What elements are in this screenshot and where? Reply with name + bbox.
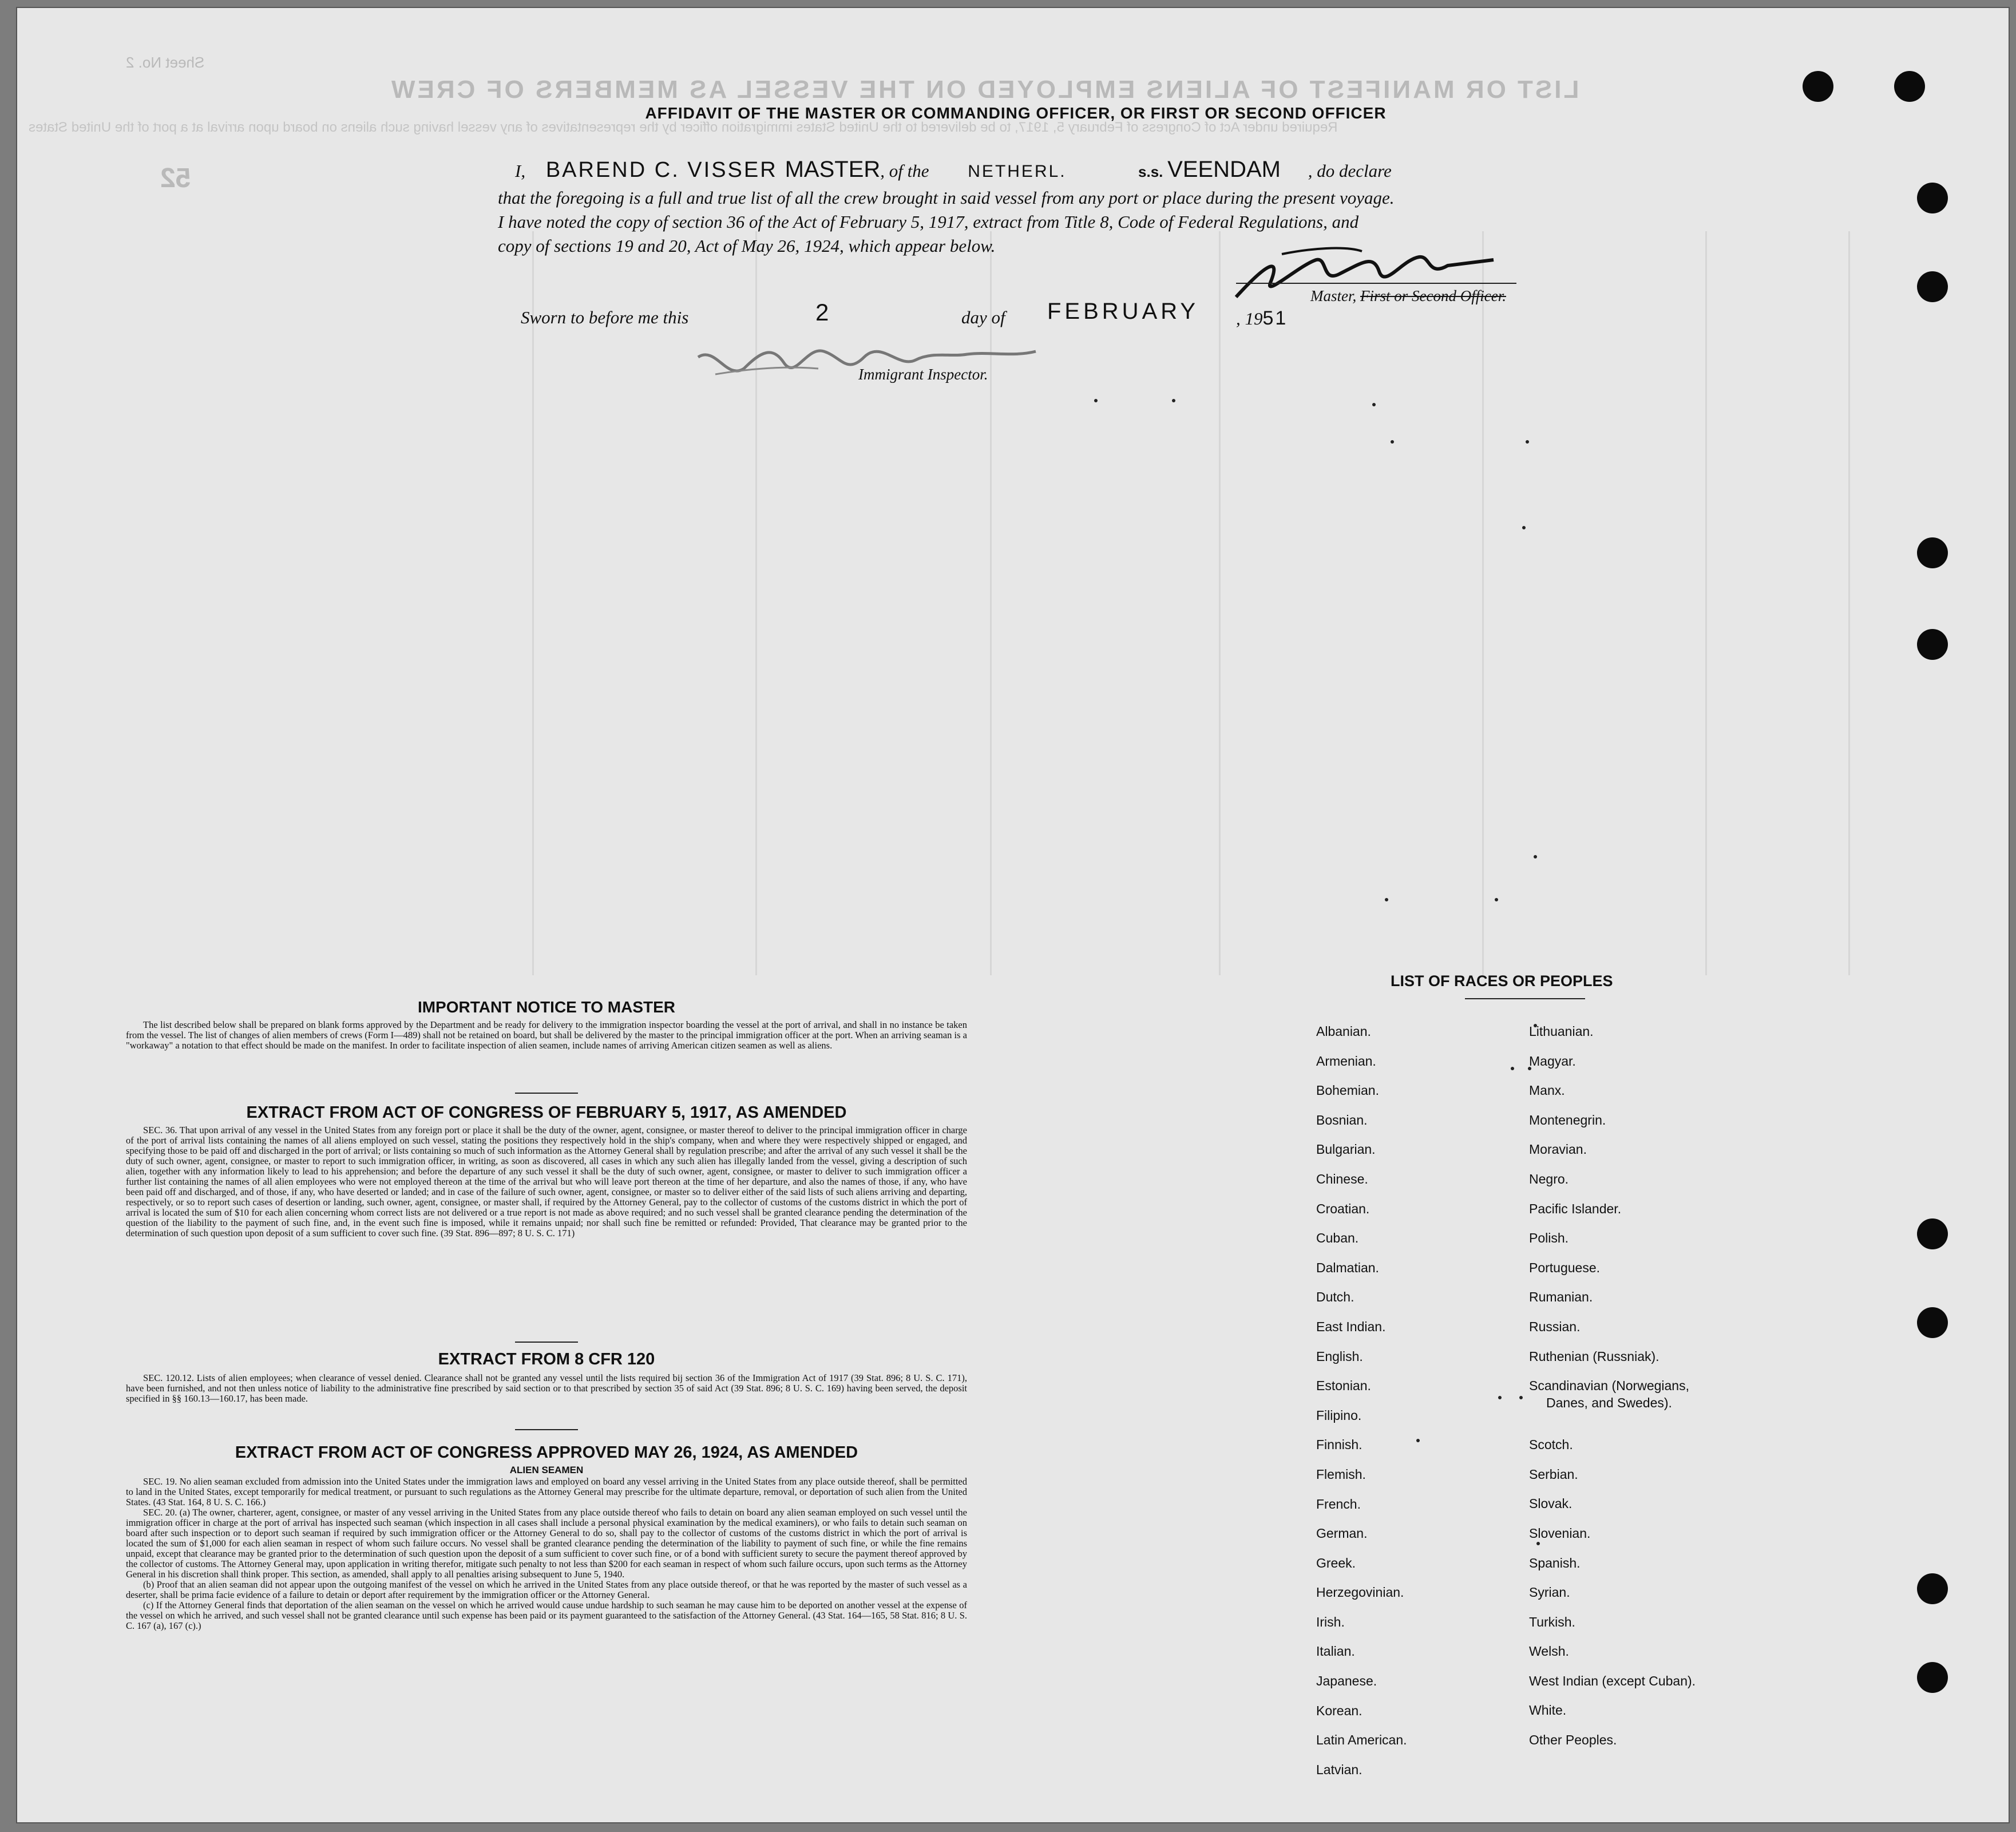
race-item: Filipino. — [1316, 1407, 1362, 1423]
race-item: Finnish. — [1316, 1437, 1363, 1453]
officer-label-struck: First or Second Officer. — [1360, 287, 1506, 304]
race-item: Portuguese. — [1529, 1260, 1601, 1275]
ink-dot — [1498, 1396, 1502, 1399]
punch-hole — [1917, 629, 1948, 660]
affidavit-title: AFFIDAVIT OF THE MASTER OR COMMANDING OFFICER, OR FIRST OR SECOND OFFICER — [645, 104, 1387, 122]
race-item: Herzegovinian. — [1316, 1585, 1404, 1600]
race-item: French. — [1316, 1496, 1361, 1512]
ink-dot — [1372, 403, 1376, 406]
affidavit-line-2: that the foregoing is a full and true list of all the crew brought in said vessel from any port or place during the present voyage. — [498, 188, 1395, 208]
extract-1917-body: SEC. 36. That upon arrival of any vessel in the United States from any foreign port or place it shall be the duty of the owner, agent, consignee, or master thereof to deliver to the principal immigration officer in charge of the port of arrival lists containing the names of all aliens employed on such vessel, stating the positions they respectively hold in the ship's company, when and where they were respectively shipped or engaged, and specifying those to be paid off and discharged in the port of arrival; or lists containing so much of such information as the Attorney General shall by regulation prescribe; and after the arrival of any such vessel it shall be the duty of such owner, agent, consignee, or master to report to such immigration officer, in writing, as soon as discovered, all cases in which any such alien has illegally landed from the vessel, giving a description of such alien, together with any information likely to lead to his apprehension; and before the departure of any such vessel it shall be the duty of such owner, agent, consignee, or master to deliver to such immigration officer a further list containing the names of all alien employees who were not employed thereon at the time of the arrival but who will leave port thereon at the time of her departure, and also the names of those, if any, who have been paid off and discharged, and of those, if any, who have deserted or landed; and in case of the failure of such owner, agent, consignee, or master so to deliver either of the said lists of such aliens arriving and departing, respectively, or so to report such cases of desertion or landing, such owner, agent, consignee, or master shall, if required by the Attorney General, pay to the collector of customs of the customs district in which the port of arrival is located the sum of $10 for each alien concerning whom correct lists are not delivered or a true report is not made as above required; and no such vessel shall be granted clearance pending the determination of the question of the liability to the payment of such fine, and, in the event such fine is imposed, while it remains unpaid; nor shall such fine be remitted or refunded: Provided, That clearance may be granted prior to the determination of such question upon deposit of a sum sufficient to cover such fine. (39 Stat. 896—897; 8 U. S. C. 171) — [126, 1125, 967, 1239]
affidavit-line-3: I have noted the copy of section 36 of the Act of February 5, 1917, extract from Title 8, Code of Federal Regulations, and — [498, 212, 1359, 232]
sec-20a: SEC. 20. (a) The owner, charterer, agent, consignee, or master of any vessel arriving in the United States from any place outside thereof who fails to detain on board any alien seaman employed on such vessel until the immigration officer in charge at the port of arrival has inspected such seaman (which inspection in all cases shall include a personal physical examination by the medical examiners), or who fails to detain such seaman on board after such inspection or to deport such seaman if required by such immigration officer or the Attorney General to do so, shall pay to the collector of customs of the customs district in which the port of arrival is located the sum of $1,000 for each alien seaman in respect of whom such failure occurs. No vessel shall be granted clearance pending the determination of the liability to payment of such fine, or while the fine remains unpaid, except that clearance may be granted prior to the determination of such question upon the deposit of a sum sufficient to cover such fine, or of a bond with sufficient surety to secure the payment thereof approved by the collector of customs. The Attorney General may, upon application in writing therefor, mitigate such penalty to not less than $200 for each seaman in respect of whom such failure occurs, upon such terms as the Attorney General in his discretion shall think proper. This section, as amended, shall apply to all penalties arising subsequent to June 5, 1940. — [126, 1507, 967, 1580]
ink-dot — [1391, 440, 1394, 444]
extract-cfr-body: SEC. 120.12. Lists of alien employees; when clearance of vessel denied. Clearance shall not be granted any vessel until the lists required bij section 36 of the Immigration Act of 1917 (39 Stat. 896; 8 U. S. C. 171), have been furnished, and not then unless notice of liability to the administrative fine prescribed by said section or to that prescribed by section 35 of said Act (39 Stat. 896; 8 U. S. C. 169) having been served, the deposit specified in §§ 160.13—160.17, has been made. — [126, 1372, 967, 1404]
race-item: Negro. — [1529, 1171, 1569, 1186]
punch-hole — [1917, 1662, 1948, 1693]
race-item: Flemish. — [1316, 1466, 1366, 1482]
grid-line — [1848, 231, 1850, 975]
race-item: Bosnian. — [1316, 1112, 1368, 1127]
officer-label — [1310, 287, 1506, 305]
race-item: English. — [1316, 1348, 1363, 1364]
race-item: Slovak. — [1529, 1496, 1573, 1512]
section-divider — [515, 1429, 578, 1430]
race-item: Dutch. — [1316, 1289, 1354, 1305]
race-item: Lithuanian. — [1529, 1024, 1594, 1039]
bleed-through-sheet-number: Sheet No. 2 — [126, 54, 205, 71]
year-prefix: , 19 — [1236, 308, 1263, 329]
ink-dot — [1172, 399, 1175, 402]
punch-hole — [1894, 71, 1925, 102]
ink-dot — [1519, 1396, 1523, 1399]
punch-hole — [1917, 183, 1948, 213]
race-item: Russian. — [1529, 1319, 1581, 1334]
ink-dot — [1094, 399, 1098, 402]
ink-dot — [1511, 1067, 1514, 1070]
sworn-label: Sworn to before me this — [521, 307, 689, 327]
year-value: 51 — [1262, 307, 1288, 329]
affidavit-prefix: I, — [515, 161, 526, 181]
master-rank: MASTER — [785, 157, 881, 182]
race-item: Rumanian. — [1529, 1289, 1593, 1305]
section-divider — [515, 1342, 578, 1343]
vessel-nationality: NETHERL. — [968, 162, 1067, 181]
race-item: Cuban. — [1316, 1230, 1359, 1246]
punch-hole — [1917, 1573, 1948, 1604]
ink-dot — [1522, 526, 1526, 529]
race-item: White. — [1529, 1703, 1567, 1718]
races-divider — [1465, 998, 1585, 999]
sworn-day: 2 — [815, 299, 831, 326]
races-title: LIST OF RACES OR PEOPLES — [1391, 972, 1613, 990]
grid-line — [1482, 231, 1484, 975]
bleed-through-title: LIST OR MANIFEST OF ALIENS EMPLOYED ON THE VESSEL AS MEMBERS OF CREW — [389, 76, 1579, 104]
race-item: Albanian. — [1316, 1024, 1371, 1039]
race-item: Serbian. — [1529, 1466, 1578, 1482]
ink-dot — [1385, 898, 1388, 901]
inspector-label: Immigrant Inspector. — [858, 366, 988, 383]
race-item: Syrian. — [1529, 1585, 1570, 1600]
ink-dot — [1526, 440, 1529, 444]
race-item: Other Peoples. — [1529, 1732, 1617, 1748]
officer-label-master: Master, — [1310, 287, 1357, 304]
affidavit-line-4: copy of sections 19 and 20, Act of May 26, 1924, which appear below. — [498, 236, 996, 256]
sworn-month: FEBRUARY — [1047, 299, 1199, 324]
race-item: Latin American. — [1316, 1732, 1407, 1748]
race-item: Armenian. — [1316, 1053, 1376, 1069]
race-item: Magyar. — [1529, 1053, 1576, 1069]
races-list-right — [1529, 1024, 1696, 1762]
notice-title: IMPORTANT NOTICE TO MASTER — [417, 998, 676, 1016]
punch-hole — [1917, 537, 1948, 568]
grid-line — [1705, 231, 1707, 975]
race-item: Bohemian. — [1316, 1083, 1379, 1098]
race-item: Moravian. — [1529, 1142, 1587, 1157]
race-item: Greek. — [1316, 1555, 1356, 1570]
race-item: Bulgarian. — [1316, 1142, 1376, 1157]
sworn-year — [1236, 307, 1288, 330]
punch-hole — [1917, 1307, 1948, 1338]
extract-1924-body — [126, 1477, 967, 1631]
race-item: Montenegrin. — [1529, 1112, 1606, 1127]
race-item: Dalmatian. — [1316, 1260, 1379, 1275]
grid-line — [532, 231, 534, 975]
race-item: Scotch. — [1529, 1437, 1573, 1453]
day-of-label: day of — [961, 307, 1005, 327]
race-item: Irish. — [1316, 1614, 1345, 1629]
punch-hole — [1917, 271, 1948, 302]
sec-20c: (c) If the Attorney General finds that deportation of the alien seaman on the vessel on which he arrived would cause undue hardship to such seaman he may cause him to be deported on another vessel at the expense of the vessel on which he arrived, and such vessel shall not be granted clearance until such expense has been paid or its payment guaranteed to the satisfaction of the Attorney General. (43 Stat. 164—165, 58 Stat. 816; 8 U. S. C. 167 (a), 167 (c).) — [126, 1600, 967, 1631]
race-item: Turkish. — [1529, 1614, 1575, 1629]
race-item: Korean. — [1316, 1703, 1363, 1718]
signature-line — [1236, 283, 1516, 284]
race-item: West Indian (except Cuban). — [1529, 1673, 1696, 1688]
bleed-through-subtitle: Required under Act of Congress of February 5, 1917, to be delivered to the United States immigration officer by the representatives of any vessel having such aliens on board upon arrival at a port of the United States — [29, 120, 1338, 135]
race-item: Welsh. — [1529, 1644, 1569, 1659]
ink-dot — [1534, 855, 1537, 858]
race-item: German. — [1316, 1526, 1368, 1541]
vessel-name: VEENDAM — [1167, 157, 1281, 182]
affidavit-line-1 — [515, 157, 1392, 183]
race-item: Pacific Islander. — [1529, 1201, 1622, 1216]
race-item: Spanish. — [1529, 1555, 1581, 1570]
race-item: Slovenian. — [1529, 1525, 1591, 1541]
race-item: East Indian. — [1316, 1319, 1386, 1334]
notice-body: The list described below shall be prepared on blank forms approved by the Department and be ready for delivery to the immigration inspector boarding the vessel at the port of arrival, and shall in no instance be taken from the vessel. The list of changes of alien members of crews (Form I—489) shall not be retained on board, but shall be delivered by the master to the principal immigration officer at the port. When an arriving seaman is a "workaway" a notation to that effect should be made on the manifest. In order to facilitate inspection of alien seamen, include names of arriving American citizen seamen as well as aliens. — [126, 1019, 967, 1051]
race-item: Polish. — [1529, 1230, 1569, 1246]
race-item: Estonian. — [1316, 1378, 1371, 1394]
race-item: Japanese. — [1316, 1673, 1377, 1689]
manifest-sheet — [16, 7, 2010, 1823]
section-divider — [515, 1093, 578, 1094]
of-the-label: , of the — [880, 161, 929, 181]
master-name: BAREND C. VISSER — [545, 158, 778, 182]
ink-dot — [1495, 898, 1498, 901]
extract-1924-title: EXTRACT FROM ACT OF CONGRESS APPROVED MAY 26, 1924, AS AMENDED — [235, 1443, 858, 1462]
race-item: Manx. — [1529, 1083, 1565, 1098]
race-item: Scandinavian (Norwegians, — [1529, 1378, 1689, 1394]
bleed-through-page-number: 52 — [160, 163, 191, 193]
race-item: Chinese. — [1316, 1171, 1368, 1186]
declare-label: , do declare — [1308, 161, 1392, 181]
sec-19: SEC. 19. No alien seaman excluded from admission into the United States under the immigration laws and employed on board any vessel arriving in the United States from any place outside thereof, shall be permitted to land in the United States, except temporarily for medical treatment, or pursuant to such regulations as the Attorney General may prescribe for the ultimate departure, removal, or deportation of such alien from the United States. (43 Stat. 164, 8 U. S. C. 166.) — [126, 1476, 967, 1507]
ink-dot — [1416, 1439, 1420, 1442]
race-item: Ruthenian (Russniak). — [1529, 1348, 1659, 1364]
races-list-left — [1316, 1024, 1407, 1791]
extract-1917-title: EXTRACT FROM ACT OF CONGRESS OF FEBRUARY 5, 1917, AS AMENDED — [246, 1103, 847, 1122]
extract-1924-subtitle: ALIEN SEAMEN — [509, 1465, 584, 1475]
punch-hole — [1803, 71, 1833, 102]
ss-label: s.s. — [1138, 163, 1163, 180]
race-item: Croatian. — [1316, 1201, 1370, 1216]
sec-20b: (b) Proof that an alien seaman did not appear upon the outgoing manifest of the vessel on which he arrived in the United States from any place outside thereof, or that he was reported by the master of such vessel as a deserter, shall be prima facie evidence of a failure to detain or deport after requirement by the immigration officer or the Attorney General. — [126, 1579, 967, 1600]
grid-line — [1219, 231, 1221, 975]
race-item: Italian. — [1316, 1644, 1355, 1659]
extract-cfr-title: EXTRACT FROM 8 CFR 120 — [438, 1350, 655, 1368]
punch-hole — [1917, 1218, 1948, 1249]
race-item: Danes, and Swedes). — [1546, 1395, 1672, 1411]
race-item: Latvian. — [1316, 1762, 1363, 1777]
